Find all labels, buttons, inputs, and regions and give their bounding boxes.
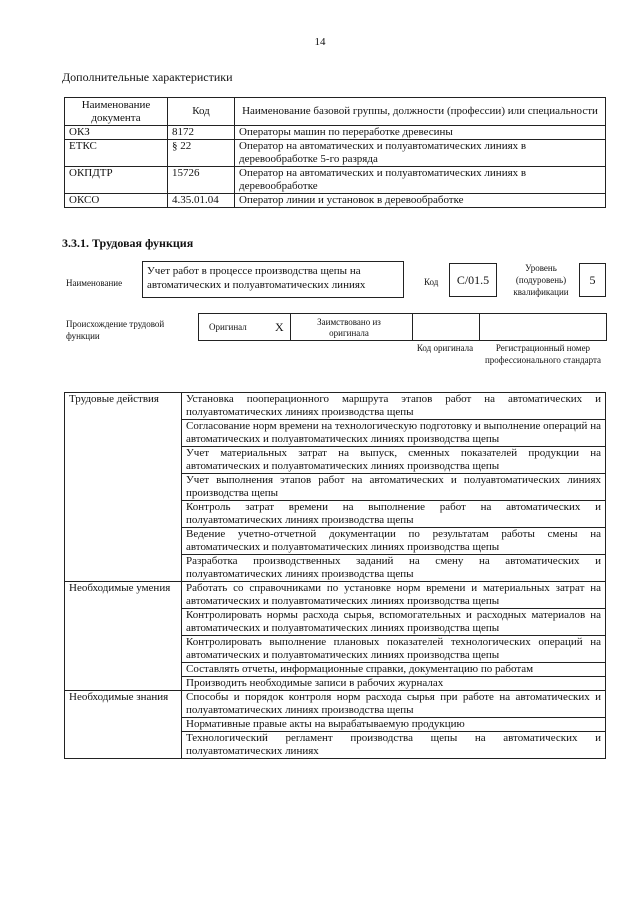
category-cell: Необходимые умения (65, 582, 182, 691)
list-item: Контроль затрат времени на выполнение работ на автоматических и полуавтоматических линиях производства щепы (182, 501, 606, 528)
row-name: Операторы машин по переработке древесины (235, 126, 606, 140)
origin-divider (479, 314, 480, 340)
characteristics-table (64, 97, 606, 208)
function-code-box (449, 263, 497, 297)
list-item: Учет материальных затрат на выпуск, сменных показателей продукции на автоматических и полуавтоматических линиях производства щепы (182, 447, 606, 474)
row-code: 8172 (168, 126, 235, 140)
list-item: Способы и порядок контроля норм расхода сырья при работе на автоматических и полуавтоматических линиях производства щепы (182, 691, 606, 718)
original-label: Оригинал (209, 322, 247, 332)
row-name: Оператор линии и установок в деревообработке (235, 194, 606, 208)
origin-divider (412, 314, 413, 340)
name-label: Наименование (66, 278, 123, 288)
list-item: Технологический регламент производства щепы на автоматических и полуавтоматических линиях (182, 732, 606, 759)
row-name: Оператор на автоматических и полуавтоматических линиях в деревообработке (235, 167, 606, 194)
table-row (65, 691, 606, 718)
extra-characteristics-title: Дополнительные характеристики (62, 70, 233, 84)
list-item: Учет выполнения этапов работ на автоматических и полуавтоматических линиях производства щепы (182, 474, 606, 501)
list-item: Производить необходимые записи в рабочих журналах (182, 677, 606, 691)
level-value: 5 (589, 272, 596, 287)
details-table (64, 392, 606, 759)
row-document: ЕТКС (65, 140, 168, 167)
header-group-name: Наименование базовой группы, должности (профессии) или специальности (235, 98, 606, 126)
function-name-box (142, 261, 404, 298)
table-row (65, 126, 606, 140)
header-code: Код (168, 98, 235, 126)
reg-caption: Регистрационный номер профессионального стандарта (484, 343, 602, 365)
list-item: Ведение учетно-отчетной документации по результатам работы смены на автоматических и полуавтоматических линиях производства щепы (182, 528, 606, 555)
level-label: Уровень (подуровень) квалификации (513, 263, 569, 297)
list-item: Контролировать нормы расхода сырья, вспомогательных и расходных материалов на автоматических и полуавтоматических линиях производства щепы (182, 609, 606, 636)
original-mark: X (275, 320, 284, 334)
category-cell: Трудовые действия (65, 393, 182, 582)
table-header-row (65, 98, 606, 126)
row-code: § 22 (168, 140, 235, 167)
borrowed-label: Заимствовано из оригинала (317, 317, 381, 338)
page-number: 14 (314, 36, 326, 48)
list-item: Контролировать выполнение плановых показателей технологических операций на автоматических и полуавтоматических линиях производства щепы (182, 636, 606, 663)
list-item: Составлять отчеты, информационные справки, документацию по работам (182, 663, 606, 677)
header-document: Наименование документа (65, 98, 168, 126)
row-document: ОКПДТР (65, 167, 168, 194)
code-label: Код (424, 277, 439, 287)
row-code: 4.35.01.04 (168, 194, 235, 208)
row-name: Оператор на автоматических и полуавтоматических линиях в деревообработке 5-го разряда (235, 140, 606, 167)
row-code: 15726 (168, 167, 235, 194)
function-name: Учет работ в процессе производства щепы на автоматических и полуавтоматических линиях (147, 265, 366, 291)
table-row (65, 393, 606, 420)
list-item: Нормативные правые акты на вырабатываемую продукцию (182, 718, 606, 732)
list-item: Установка пооперационного маршрута этапов работ на автоматических и полуавтоматических линиях производства щепы (182, 393, 606, 420)
level-box (579, 263, 606, 297)
category-cell: Необходимые знания (65, 691, 182, 759)
list-item: Согласование норм времени на технологическую подготовку и выполнение операций на автоматических и полуавтоматических линиях производства щепы (182, 420, 606, 447)
origin-label: Происхождение трудовой функции (66, 319, 165, 341)
table-row (65, 140, 606, 167)
row-document: ОКЗ (65, 126, 168, 140)
list-item: Разработка производственных заданий на смену на автоматических и полуавтоматических линиях производства щепы (182, 555, 606, 582)
table-row (65, 582, 606, 609)
function-code: С/01.5 (456, 272, 490, 287)
origin-divider (290, 314, 291, 340)
row-document: ОКСО (65, 194, 168, 208)
origin-box (198, 313, 607, 341)
code-caption: Код оригинала (416, 343, 474, 353)
function-heading: 3.3.1. Трудовая функция (62, 236, 194, 250)
list-item: Работать со справочниками по установке норм времени и материальных затрат на автоматических и полуавтоматических линиях производства щепы (182, 582, 606, 609)
table-row (65, 194, 606, 208)
table-row (65, 167, 606, 194)
